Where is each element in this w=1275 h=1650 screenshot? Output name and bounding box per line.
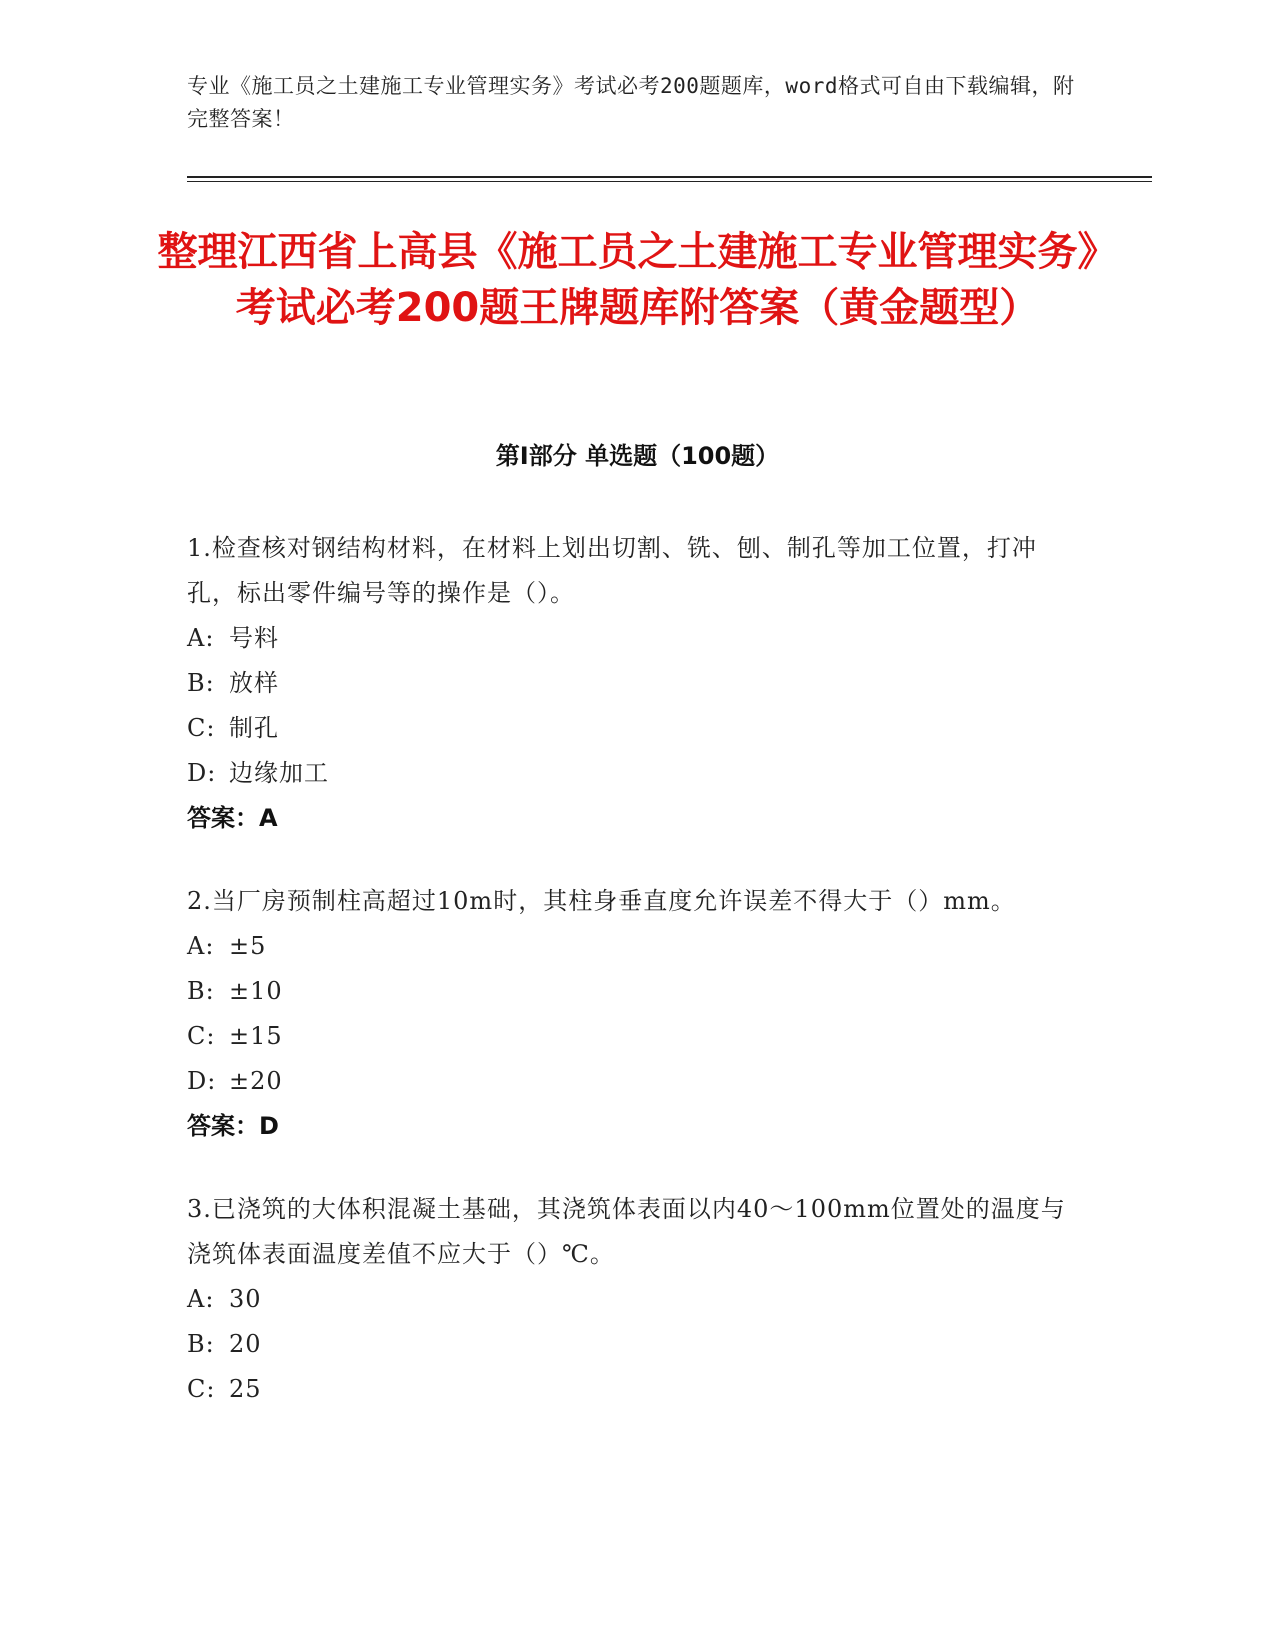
header-note: 专业《施工员之土建施工专业管理实务》考试必考200题题库，word格式可自由下载编辑，附完整答案！	[187, 74, 1075, 131]
option-text: ±15	[229, 1022, 283, 1050]
option-letter: C:	[187, 1022, 216, 1050]
option-b	[187, 969, 1067, 1014]
option-a	[187, 616, 1067, 661]
option-b	[187, 1322, 1067, 1367]
option-letter: D:	[187, 1067, 217, 1095]
option-letter: A:	[187, 932, 215, 960]
option-d	[187, 751, 1067, 796]
option-letter: C:	[187, 714, 216, 742]
option-letter: B:	[187, 977, 215, 1005]
header-divider-thick	[187, 176, 1152, 178]
question-stem: 1.检查核对钢结构材料，在材料上划出切割、铣、刨、制孔等加工位置，打冲孔，标出零件编号等的操作是（）。	[187, 534, 1037, 607]
question-3	[187, 1187, 1067, 1412]
option-text: 边缘加工	[229, 759, 329, 787]
question-list	[187, 526, 1067, 1450]
option-a	[187, 924, 1067, 969]
option-text: ±5	[229, 932, 267, 960]
option-b	[187, 661, 1067, 706]
question-stem: 3.已浇筑的大体积混凝土基础，其浇筑体表面以内40～100mm位置处的温度与浇筑体表面温度差值不应大于（）℃。	[187, 1195, 1066, 1268]
question-stem: 2.当厂房预制柱高超过10m时，其柱身垂直度允许误差不得大于（）mm。	[187, 887, 1016, 915]
option-text: 制孔	[229, 714, 279, 742]
question-2	[187, 879, 1067, 1149]
answer-label: 答案：A	[187, 804, 278, 832]
option-text: ±20	[229, 1067, 283, 1095]
option-text: 25	[229, 1375, 262, 1403]
option-text: 号料	[229, 624, 279, 652]
option-letter: B:	[187, 1330, 215, 1358]
option-text: 放样	[229, 669, 279, 697]
section-heading: 第Ⅰ部分 单选题（100题）	[495, 442, 780, 470]
option-letter: D:	[187, 759, 217, 787]
option-text: ±10	[229, 977, 283, 1005]
option-letter: B:	[187, 669, 215, 697]
option-c	[187, 706, 1067, 751]
question-1	[187, 526, 1067, 841]
option-c	[187, 1014, 1067, 1059]
option-letter: A:	[187, 1285, 215, 1313]
option-c	[187, 1367, 1067, 1412]
option-d	[187, 1059, 1067, 1104]
option-text: 30	[229, 1285, 262, 1313]
option-letter: A:	[187, 624, 215, 652]
document-title: 整理江西省上高县《施工员之土建施工专业管理实务》考试必考200题王牌题库附答案（黄金题型）	[157, 229, 1118, 331]
option-a	[187, 1277, 1067, 1322]
header-divider-thin	[187, 181, 1152, 182]
option-letter: C:	[187, 1375, 216, 1403]
answer-label: 答案：D	[187, 1112, 279, 1140]
option-text: 20	[229, 1330, 262, 1358]
